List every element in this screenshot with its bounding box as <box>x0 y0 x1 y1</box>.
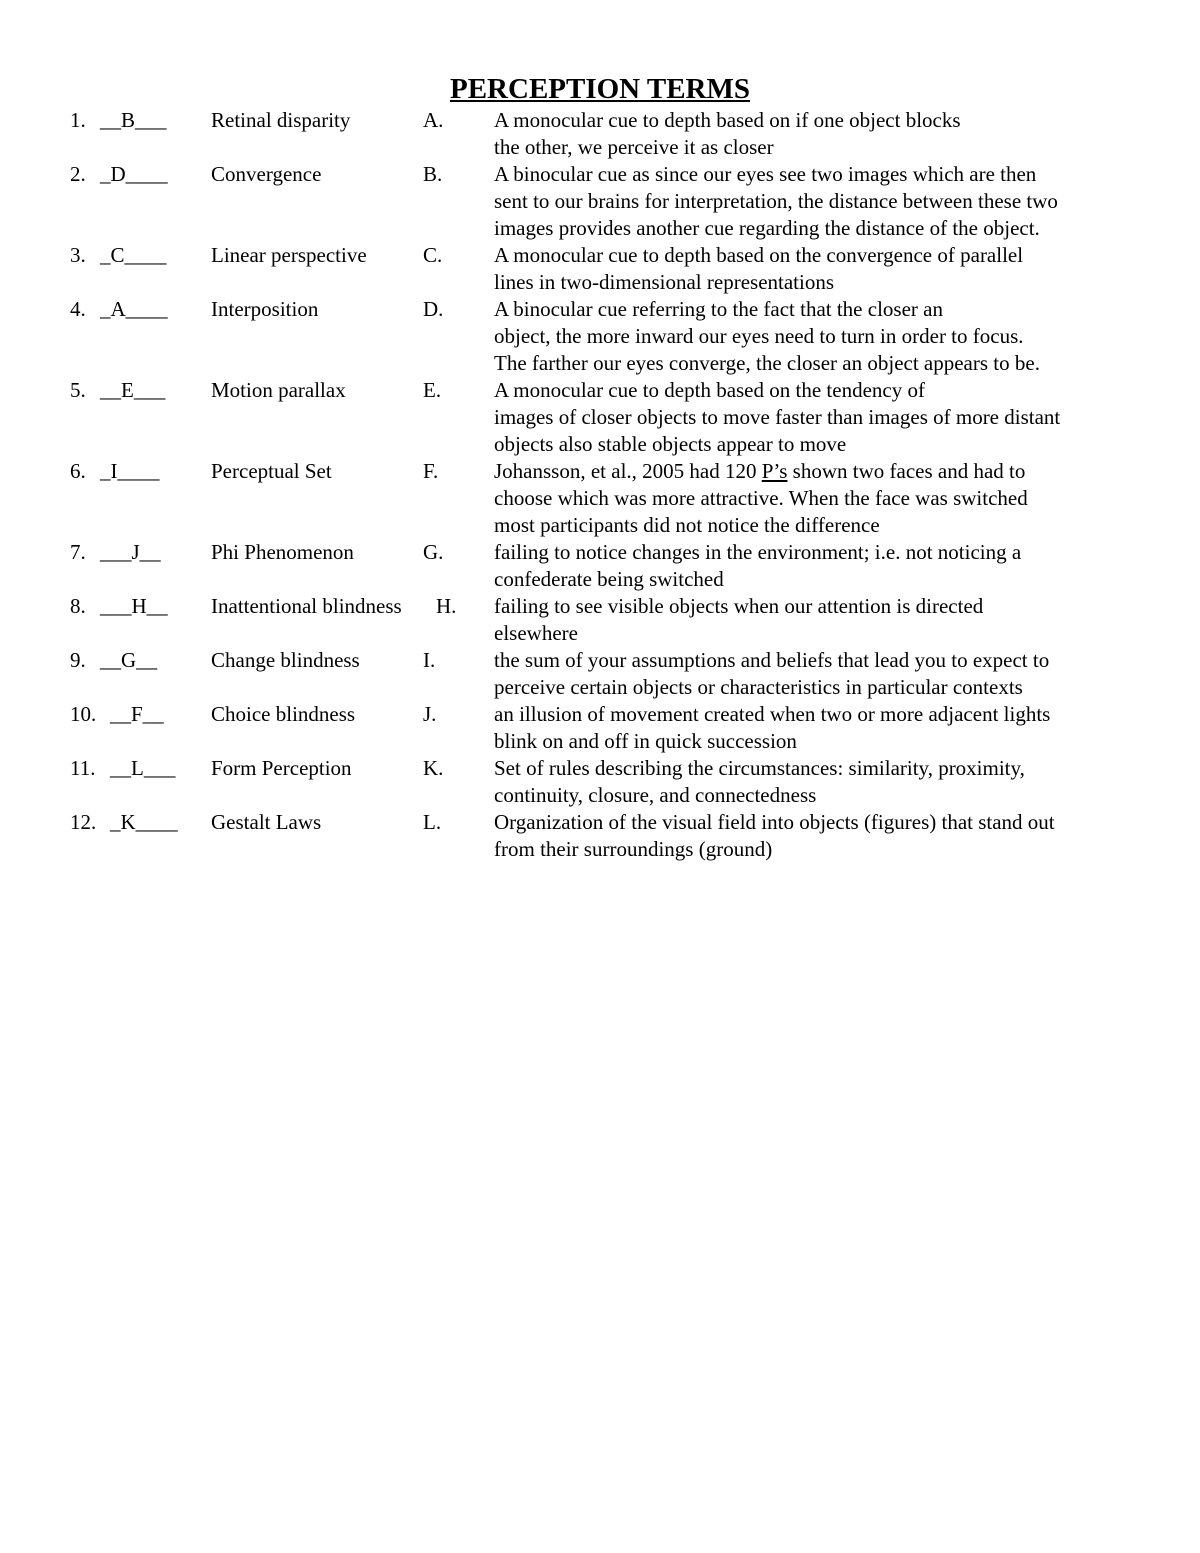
answer-blank: _D____ <box>100 162 168 186</box>
definition-text <box>494 161 1144 242</box>
definition-line: Organization of the visual field into objects (figures) that stand out <box>494 810 1055 834</box>
definition-line: perceive certain objects or characteristics in particular contexts <box>494 675 1023 699</box>
definition-line: Set of rules describing the circumstances: similarity, proximity, <box>494 756 1025 780</box>
term-row <box>0 377 1200 458</box>
term-list <box>0 107 1200 863</box>
definition-letter: I. <box>423 648 436 672</box>
item-number: 9. <box>70 648 86 672</box>
term-row <box>0 107 1200 161</box>
answer-blank: __F__ <box>110 702 164 726</box>
definition-line: sent to our brains for interpretation, the distance between these two <box>494 189 1058 213</box>
definition-line: A binocular cue referring to the fact that the closer an <box>494 297 943 321</box>
definition-line: confederate being switched <box>494 567 724 591</box>
answer-blank: _K____ <box>110 810 178 834</box>
term-label: Phi Phenomenon <box>211 540 354 564</box>
item-number: 3. <box>70 243 86 267</box>
definition-line: an illusion of movement created when two or more adjacent lights <box>494 702 1051 726</box>
definition-text <box>494 755 1144 809</box>
definition-letter: A. <box>423 108 444 132</box>
definition-line: continuity, closure, and connectedness <box>494 783 817 807</box>
term-label: Motion parallax <box>211 378 346 402</box>
term-row <box>0 458 1200 539</box>
term-row <box>0 539 1200 593</box>
definition-text <box>494 377 1144 458</box>
definition-text <box>494 107 1144 161</box>
item-number: 2. <box>70 162 86 186</box>
definition-text <box>494 458 1144 539</box>
definition-letter: G. <box>423 540 444 564</box>
item-number: 6. <box>70 459 86 483</box>
definition-letter: C. <box>423 243 443 267</box>
definition-line: choose which was more attractive. When the face was switched <box>494 486 1028 510</box>
item-number: 7. <box>70 540 86 564</box>
definition-line: elsewhere <box>494 621 578 645</box>
term-row <box>0 242 1200 296</box>
definition-line: objects also stable objects appear to move <box>494 432 847 456</box>
term-label: Change blindness <box>211 648 360 672</box>
definition-line: from their surroundings (ground) <box>494 837 773 861</box>
definition-letter: J. <box>423 702 437 726</box>
definition-line: A monocular cue to depth based on the tendency of <box>494 378 925 402</box>
definition-line: images of closer objects to move faster than images of more distant <box>494 405 1061 429</box>
term-row <box>0 593 1200 647</box>
term-label: Form Perception <box>211 756 352 780</box>
item-number: 4. <box>70 297 86 321</box>
definition-text <box>494 647 1144 701</box>
term-row <box>0 647 1200 701</box>
item-number: 11. <box>70 756 96 780</box>
answer-blank: __B___ <box>100 108 167 132</box>
item-number: 10. <box>70 702 97 726</box>
definition-line-start: Johansson, et al., 2005 had 120 <box>494 459 762 483</box>
answer-blank: _C____ <box>100 243 167 267</box>
answer-blank: _I____ <box>100 459 160 483</box>
definition-line: images provides another cue regarding the distance of the object. <box>494 216 1040 240</box>
term-row <box>0 755 1200 809</box>
term-label: Interposition <box>211 297 319 321</box>
term-label: Retinal disparity <box>211 108 351 132</box>
definition-line: failing to notice changes in the environment; i.e. not noticing a <box>494 540 1022 564</box>
term-row <box>0 161 1200 242</box>
term-label: Gestalt Laws <box>211 810 322 834</box>
definition-text <box>494 701 1144 755</box>
term-row <box>0 296 1200 377</box>
term-label: Linear perspective <box>211 243 367 267</box>
definition-line: A binocular cue as since our eyes see two images which are then <box>494 162 1037 186</box>
term-label: Inattentional blindness <box>211 594 402 618</box>
item-number: 12. <box>70 810 97 834</box>
term-label: Perceptual Set <box>211 459 332 483</box>
definition-letter: D. <box>423 297 444 321</box>
item-number: 8. <box>70 594 86 618</box>
answer-blank: ___J__ <box>100 540 161 564</box>
definition-line: most participants did not notice the difference <box>494 513 880 537</box>
term-label: Convergence <box>211 162 322 186</box>
definition-line: The farther our eyes converge, the closer an object appears to be. <box>494 351 1040 375</box>
definition-line: the other, we perceive it as closer <box>494 135 774 159</box>
definition-letter: K. <box>423 756 444 780</box>
definition-line: A monocular cue to depth based on the convergence of parallel <box>494 243 1024 267</box>
definition-text <box>494 242 1144 296</box>
item-number: 1. <box>70 108 86 132</box>
definition-text <box>494 296 1144 377</box>
answer-blank: __E___ <box>100 378 166 402</box>
definition-line: lines in two-dimensional representations <box>494 270 835 294</box>
definition-letter: E. <box>423 378 442 402</box>
definition-line: object, the more inward our eyes need to turn in order to focus. <box>494 324 1024 348</box>
term-label: Choice blindness <box>211 702 356 726</box>
definition-letter: F. <box>423 459 439 483</box>
definition-line-end: shown two faces and had to <box>787 459 1026 483</box>
page-title: PERCEPTION TERMS <box>450 73 750 105</box>
definition-letter: H. <box>436 594 457 618</box>
answer-blank: __G__ <box>100 648 158 672</box>
definition-line: A monocular cue to depth based on if one object blocks <box>494 108 961 132</box>
answer-blank: __L___ <box>110 756 176 780</box>
definition-text <box>494 809 1144 863</box>
definition-line <box>494 458 1144 485</box>
definition-line: failing to see visible objects when our attention is directed <box>494 594 984 618</box>
definition-text <box>494 593 1144 647</box>
answer-blank: _A____ <box>100 297 168 321</box>
participants-abbrev: P’s <box>761 459 788 483</box>
item-number: 5. <box>70 378 86 402</box>
definition-line: the sum of your assumptions and beliefs that lead you to expect to <box>494 648 1050 672</box>
definition-line: blink on and off in quick succession <box>494 729 797 753</box>
term-row <box>0 809 1200 863</box>
definition-letter: L. <box>423 810 442 834</box>
definition-letter: B. <box>423 162 443 186</box>
definition-text <box>494 539 1144 593</box>
term-row <box>0 701 1200 755</box>
answer-blank: ___H__ <box>100 594 168 618</box>
